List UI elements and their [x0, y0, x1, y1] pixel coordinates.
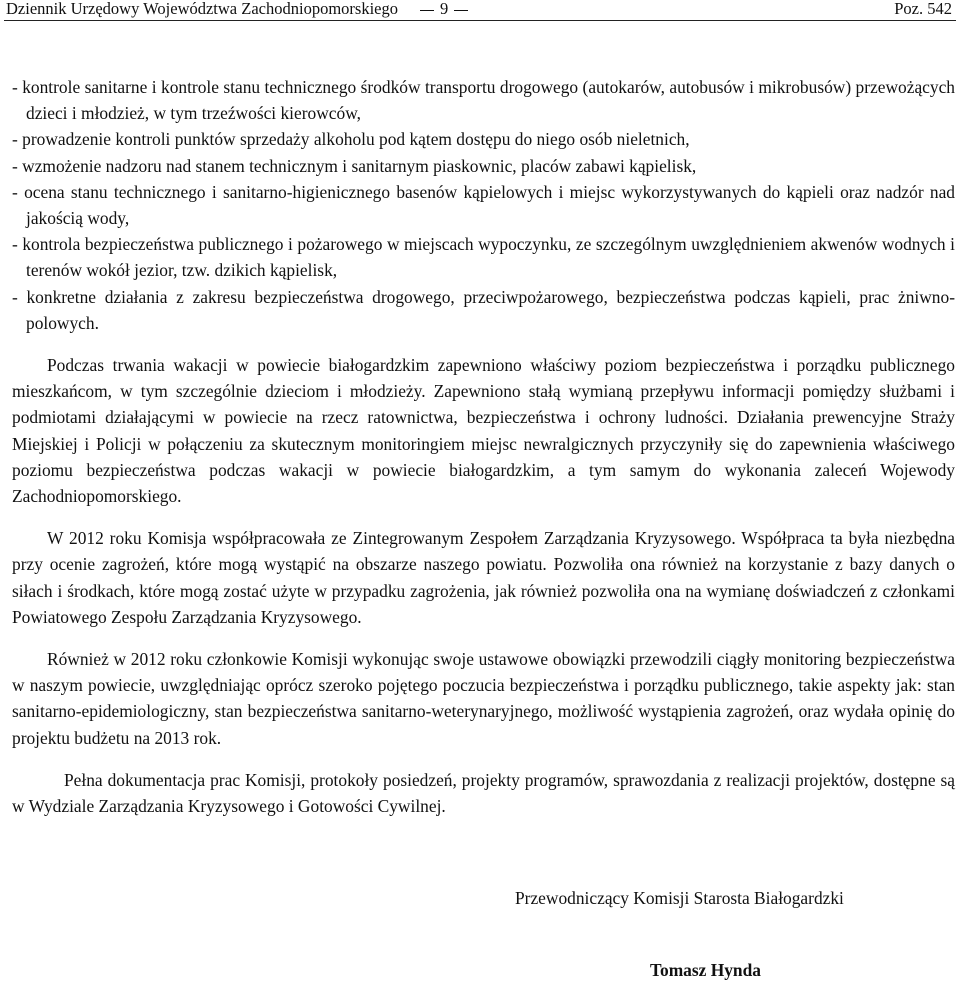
dash-right [454, 10, 468, 11]
page-number: 9 [440, 0, 449, 18]
list-item: - wzmożenie nadzoru nad stanem technicznym i sanitarnym piaskownic, placów zabawi kąpielisk, [12, 155, 697, 176]
paragraph: Pełna dokumentacja prac Komisji, protokoły posiedzeń, projekty programów, sprawozdania z realizacji projektów, dostępne są w Wydziale Zarządzania Kryzysowego i Gotowości Cywilnej. [12, 769, 955, 817]
signature-title: Przewodniczący Komisji Starosta Białogardzki [515, 888, 844, 908]
dash-left [420, 10, 434, 11]
journal-title: Dziennik Urzędowy Województwa Zachodniopomorskiego [6, 0, 398, 18]
paragraph: Również w 2012 roku członkowie Komisji wykonując swoje ustawowe obowiązki przewodzili ciągły monitoring bezpieczeństwa w naszym powiecie, uwzględniając oprócz szeroko pojętego poczucia bezpieczeństwa i porządku publicznego, takie aspekty jak: stan sanitarno-epidemiologiczny, stan bezpieczeństwa sanitarno-weterynaryjnego, możliwość wystąpienia zagrożeń, oraz wydała opinię do projektu budżetu na 2013 rok. [12, 649, 955, 748]
list-item: - kontrola bezpieczeństwa publicznego i pożarowego w miejscach wypoczynku, ze szczególnym uwzględnieniem akwenów wodnych i terenów wokół jezior, tzw. dzikich kąpielisk, [12, 234, 955, 281]
bullet-list [12, 74, 955, 336]
list-item: - ocena stanu technicznego i sanitarno-higienicznego basenów kąpielowych i miejsc wykorzystywanych do kąpieli oraz nadzór nad jakością wody, [12, 181, 955, 229]
list-item: - kontrole sanitarne i kontrole stanu technicznego środków transportu drogowego (autokarów, autobusów i mikrobusów) przewożących dzieci i młodzież, w tym trzeźwości kierowców, [12, 77, 955, 124]
paragraph: W 2012 roku Komisja współpracowała ze Zintegrowanym Zespołem Zarządzania Kryzysowego. Współpraca ta była niezbędna przy ocenie zagrożeń, które mogą wystąpić na obszarze naszego powiatu. Pozwoliła ona również na korzystanie z bazy danych o siłach i środkach, które mogą zostać użyte w przypadku zagrożenia, jak również pozwoliła ona na wymianę doświadczeń z członkami Powiatowego Zespołu Zarządzania Kryzysowego. [12, 528, 955, 627]
page-number-block [414, 0, 474, 18]
paragraph: Podczas trwania wakacji w powiecie białogardzkim zapewniono właściwy poziom bezpieczeństwa i porządku publicznego mieszkańcom, w tym szczególnie dzieciom i młodzieży. Zapewniono stałą wymianą przepływu informacji pomiędzy służbami i podmiotami działającymi w powiecie na rzecz ratownictwa, bezpieczeństwa i ochrony ludności. Działania prewencyjne Straży Miejskiej i Policji w połączeniu za skutecznym monitoringiem miejsc newralgicznych przyczyniły się do zapewnienia właściwego poziomu bezpieczeństwa podczas wakacji w powiecie białogardzkim, a tym samym do wykonania zaleceń Wojewody Zachodniopomorskiego. [12, 355, 955, 507]
document-body [12, 74, 955, 819]
signature-name: Tomasz Hynda [650, 960, 761, 980]
position-number: Poz. 542 [894, 0, 952, 18]
list-item: - prowadzenie kontroli punktów sprzedaży alkoholu pod kątem dostępu do niego osób nieletnich, [12, 129, 690, 150]
page-header [4, 0, 956, 21]
list-item: - konkretne działania z zakresu bezpieczeństwa drogowego, przeciwpożarowego, bezpieczeństwa podczas kąpieli, prac żniwno-polowych. [12, 286, 955, 333]
